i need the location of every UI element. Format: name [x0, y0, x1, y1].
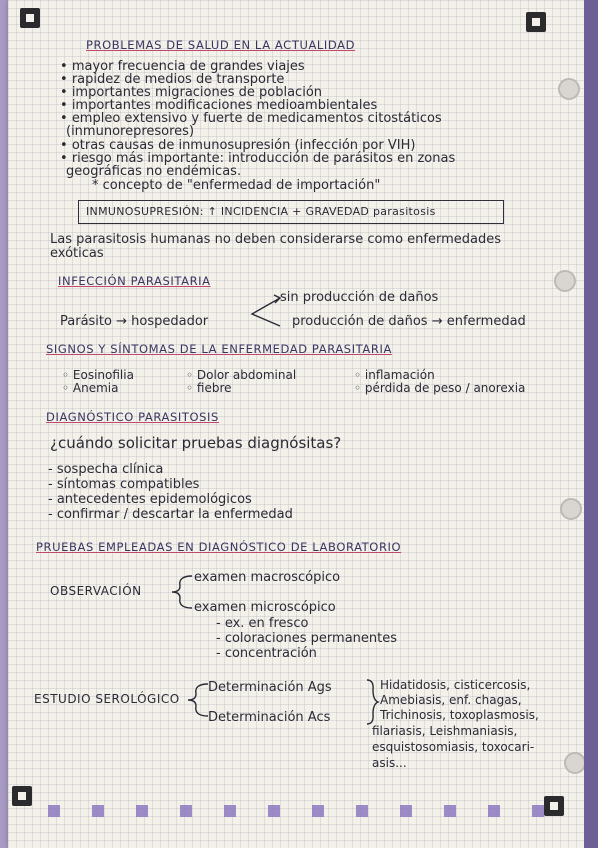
binder-hole-2	[554, 270, 576, 292]
list-item: • empleo extensivo y fuerte de medicamentos citostáticos	[60, 111, 442, 126]
micro-item: - coloraciones permanentes	[216, 631, 398, 646]
binder-edge-right	[584, 0, 598, 848]
brace-icon	[168, 572, 196, 612]
section-heading-infection: INFECCIÓN PARASITARIA	[58, 274, 211, 288]
disease-line: esquistosomiasis, toxocari-	[372, 740, 535, 754]
outcome-damage: producción de daños → enfermedad	[292, 314, 526, 329]
binder-hole-3	[560, 498, 582, 520]
brace-icon	[364, 678, 380, 726]
outcome-no-damage: sin producción de daños	[280, 290, 439, 305]
disease-line: Trichinosis, toxoplasmosis,	[380, 708, 539, 722]
serology-item: Determinación Acs	[208, 710, 331, 725]
symptom: ◦ pérdida de peso / anorexia	[354, 381, 526, 395]
notebook-page	[8, 0, 586, 848]
list-item: - confirmar / descartar la enfermedad	[48, 507, 293, 522]
page-title: PROBLEMAS DE SALUD EN LA ACTUALIDAD	[86, 38, 356, 52]
list-item: - antecedentes epidemológicos	[48, 492, 252, 507]
list-item: • riesgo más importante: introducción de parásitos en zonas	[60, 151, 456, 166]
page-corner-mark-bottom-left	[12, 786, 32, 806]
observation-item: examen microscópico	[194, 600, 336, 615]
disease-line: Amebiasis, enf. chagas,	[380, 693, 522, 707]
symptom: ◦ fiebre	[186, 381, 232, 395]
section-heading-lab: PRUEBAS EMPLEADAS EN DIAGNÓSTICO DE LABORATORIO	[36, 540, 402, 554]
paragraph-line: Las parasitosis humanas no deben considerarse como enfermedades	[50, 232, 502, 247]
binder-tab-strip	[48, 805, 548, 817]
micro-item: - ex. en fresco	[216, 616, 309, 631]
list-item-continuation: (inmunorepresores)	[66, 124, 195, 139]
paragraph-line: exóticas	[50, 246, 104, 261]
binder-edge-left	[0, 0, 8, 848]
symptom: ◦ inflamación	[354, 368, 435, 382]
branch-arrow-icon	[246, 292, 286, 332]
list-item: • importantes modificaciones medioambientales	[60, 98, 378, 113]
disease-line: filariasis, Leishmaniasis,	[372, 724, 518, 738]
page-corner-mark-top-left	[20, 8, 40, 28]
diagnosis-question: ¿cuándo solicitar pruebas diagnósitas?	[50, 434, 342, 452]
observation-label: OBSERVACIÓN	[50, 584, 142, 598]
note-concept: * concepto de "enfermedad de importación"	[92, 178, 381, 193]
list-item: • otras causas de inmunosupresión (infección por VIH)	[60, 138, 416, 153]
list-item-continuation: geográficas no endémicas.	[66, 164, 242, 179]
section-heading-diagnosis: DIAGNÓSTICO PARASITOSIS	[46, 410, 219, 424]
observation-item: examen macroscópico	[194, 570, 341, 585]
parasite-label: Parásito → hospedador	[60, 314, 209, 329]
micro-item: - concentración	[216, 646, 317, 661]
list-item: • rapidez de medios de transporte	[60, 72, 285, 87]
disease-line: Hidatidosis, cisticercosis,	[380, 678, 531, 692]
section-heading-signs: SIGNOS Y SÍNTOMAS DE LA ENFERMEDAD PARASITARIA	[46, 342, 392, 356]
binder-hole-1	[558, 78, 580, 100]
serology-item: Determinación Ags	[208, 680, 332, 695]
disease-line: asis...	[372, 756, 407, 770]
list-item: - sospecha clínica	[48, 462, 164, 477]
binder-hole-4	[564, 752, 586, 774]
symptom: ◦ Eosinofilia	[62, 368, 134, 382]
list-item: - síntomas compatibles	[48, 477, 200, 492]
list-item: • mayor frecuencia de grandes viajes	[60, 59, 305, 74]
symptom: ◦ Dolor abdominal	[186, 368, 297, 382]
symptom: ◦ Anemia	[62, 381, 119, 395]
boxed-statement: INMUNOSUPRESIÓN: ↑ INCIDENCIA + GRAVEDAD parasitosis	[86, 205, 436, 218]
page-corner-mark-top-right	[526, 12, 546, 32]
list-item: • importantes migraciones de población	[60, 85, 323, 100]
serology-label: ESTUDIO SEROLÓGICO	[34, 692, 180, 706]
